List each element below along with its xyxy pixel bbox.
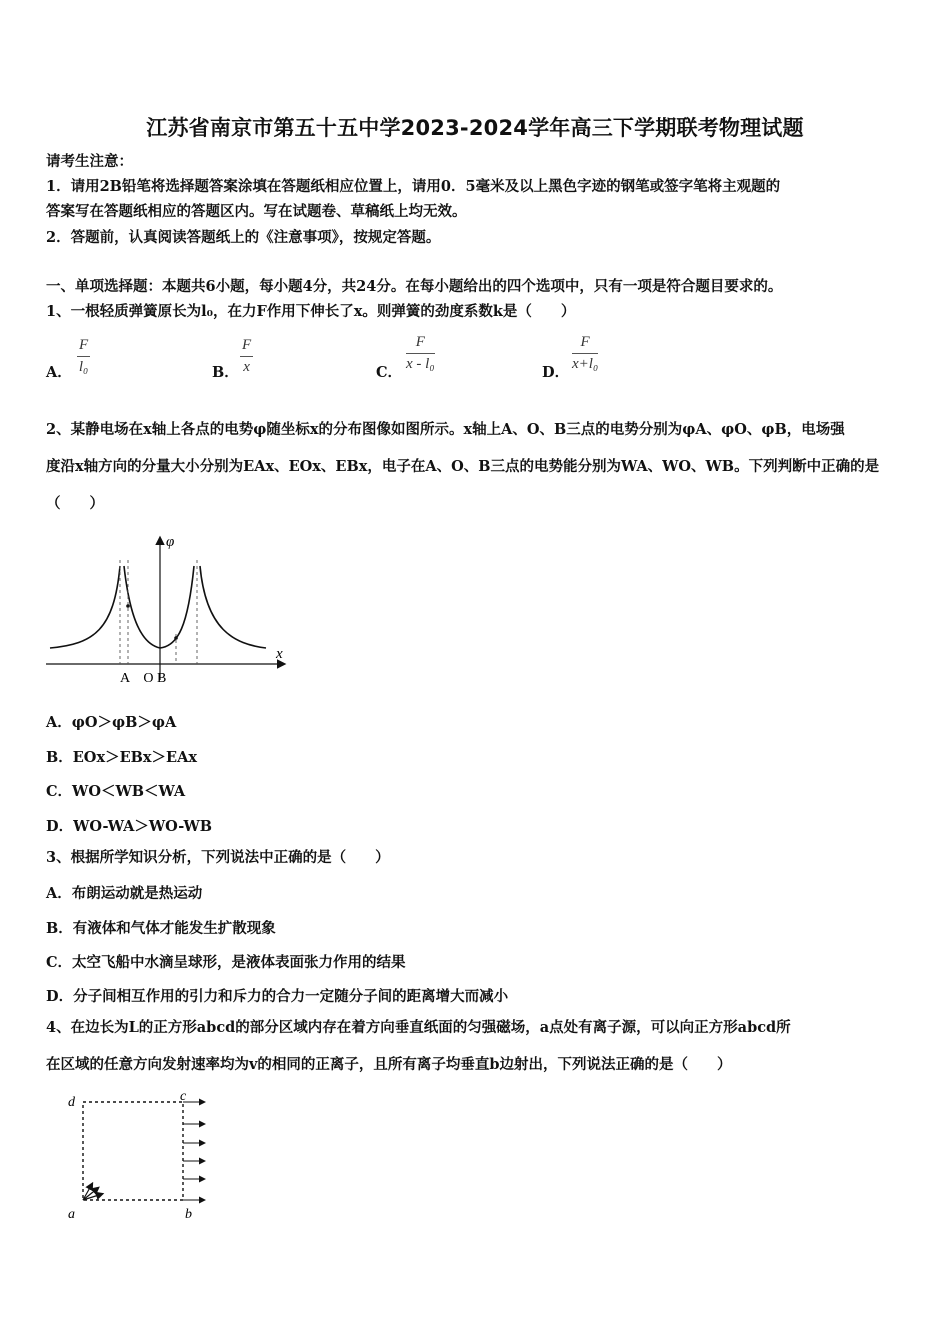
- q3-option-d: D．分子间相互作用的引力和斥力的合力一定随分子间的距离增大而减小: [46, 988, 509, 1005]
- q1-option-b-label: B．: [212, 364, 239, 381]
- fraction-numerator: F: [415, 334, 425, 350]
- q1-stem: 1、一根轻质弹簧原长为l₀，在力F作用下伸长了x。则弹簧的劲度系数k是（ ）: [46, 303, 576, 320]
- fraction-numerator: F: [79, 337, 89, 353]
- notice-line-2: 2．答题前，认真阅读答题纸上的《注意事项》，按规定答题。: [46, 229, 441, 246]
- q1-option-d-label: D．: [542, 364, 570, 381]
- q1-option-a-label: A．: [46, 364, 72, 381]
- q1-option-b-fraction: [240, 337, 253, 376]
- curve-right-branch: [200, 566, 266, 648]
- fraction-numerator: F: [580, 334, 590, 350]
- tick-labels: A O B: [120, 671, 167, 686]
- q1-option-c-label: C．: [376, 364, 403, 381]
- q3-stem: 3、根据所学知识分析，下列说法中正确的是（ ）: [46, 849, 390, 866]
- q2-stem-line-3: （ ）: [46, 495, 104, 512]
- q1-option-a-fraction: [77, 337, 90, 376]
- fraction-denominator: x: [243, 359, 250, 375]
- q1-option-c-fraction: [406, 334, 435, 373]
- notice-line-1b: 答案写在答题纸相应的答题区内。写在试题卷、草稿纸上均无效。: [46, 203, 467, 220]
- section-heading: 一、单项选择题：本题共6小题，每小题4分，共24分。在每小题给出的四个选项中，只有一项是符合题目要求的。: [46, 278, 783, 295]
- page-title: 江苏省南京市第五十五中学2023-2024学年高三下学期联考物理试题: [146, 116, 804, 140]
- q2-option-c: C．WO＜WB＜WA: [46, 783, 186, 800]
- q2-stem-line-2: 度沿x轴方向的分量大小分别为EAx、EOx、EBx，电子在A、O、B三点的电势能分别为WA、WO、WB。下列判断中正确的是: [46, 458, 880, 475]
- q2-stem-line-1: 2、某静电场在x轴上各点的电势φ随坐标x的分布图像如图所示。x轴上A、O、B三点的电势分别为φA、φO、φB，电场强: [46, 421, 845, 438]
- curve-middle-branch: [124, 566, 194, 648]
- notice-line-1a: 1．请用2B铅笔将选择题答案涂填在答题纸相应位置上，请用0．5毫米及以上黑色字迹的钢笔或签字笔将主观题的: [46, 178, 781, 195]
- square-abcd: [83, 1102, 183, 1200]
- fraction-denominator: x+l₀: [572, 356, 599, 372]
- point-b: [174, 636, 178, 640]
- q3-option-c: C．太空飞船中水滴呈球形，是液体表面张力作用的结果: [46, 954, 406, 971]
- point-a: [126, 604, 130, 608]
- magnetic-field-figure: [62, 1088, 212, 1228]
- x-axis-label: x: [276, 646, 283, 662]
- q2-option-a: A．φO＞φB＞φA: [46, 714, 177, 731]
- q1-option-d-fraction: [572, 334, 598, 373]
- fraction-denominator: x - l₀: [406, 356, 435, 372]
- potential-graph: [44, 530, 294, 690]
- q2-option-d: D．WO-WA＞WO-WB: [46, 818, 213, 835]
- label-a: a: [68, 1207, 75, 1222]
- q4-stem-line-2: 在区域的任意方向发射速率均为v的相同的正离子，且所有离子均垂直b边射出，下列说法正确的是（ ）: [46, 1056, 732, 1073]
- label-d: d: [68, 1095, 75, 1110]
- notice-heading: 请考生注意：: [46, 153, 133, 170]
- q4-stem-line-1: 4、在边长为L的正方形abcd的部分区域内存在着方向垂直纸面的匀强磁场，a点处有离子源，可以向正方形abcd所: [46, 1019, 791, 1036]
- label-c: c: [180, 1089, 187, 1104]
- q3-option-a: A．布朗运动就是热运动: [46, 885, 203, 902]
- fraction-numerator: F: [242, 337, 252, 353]
- q3-option-b: B．有液体和气体才能发生扩散现象: [46, 920, 276, 937]
- y-axis-label: φ: [166, 534, 175, 550]
- curve-left-branch: [50, 566, 120, 648]
- q2-option-b: B．EOx＞EBx＞EAx: [46, 749, 197, 766]
- fraction-denominator: l₀: [78, 359, 89, 375]
- label-b: b: [185, 1207, 192, 1222]
